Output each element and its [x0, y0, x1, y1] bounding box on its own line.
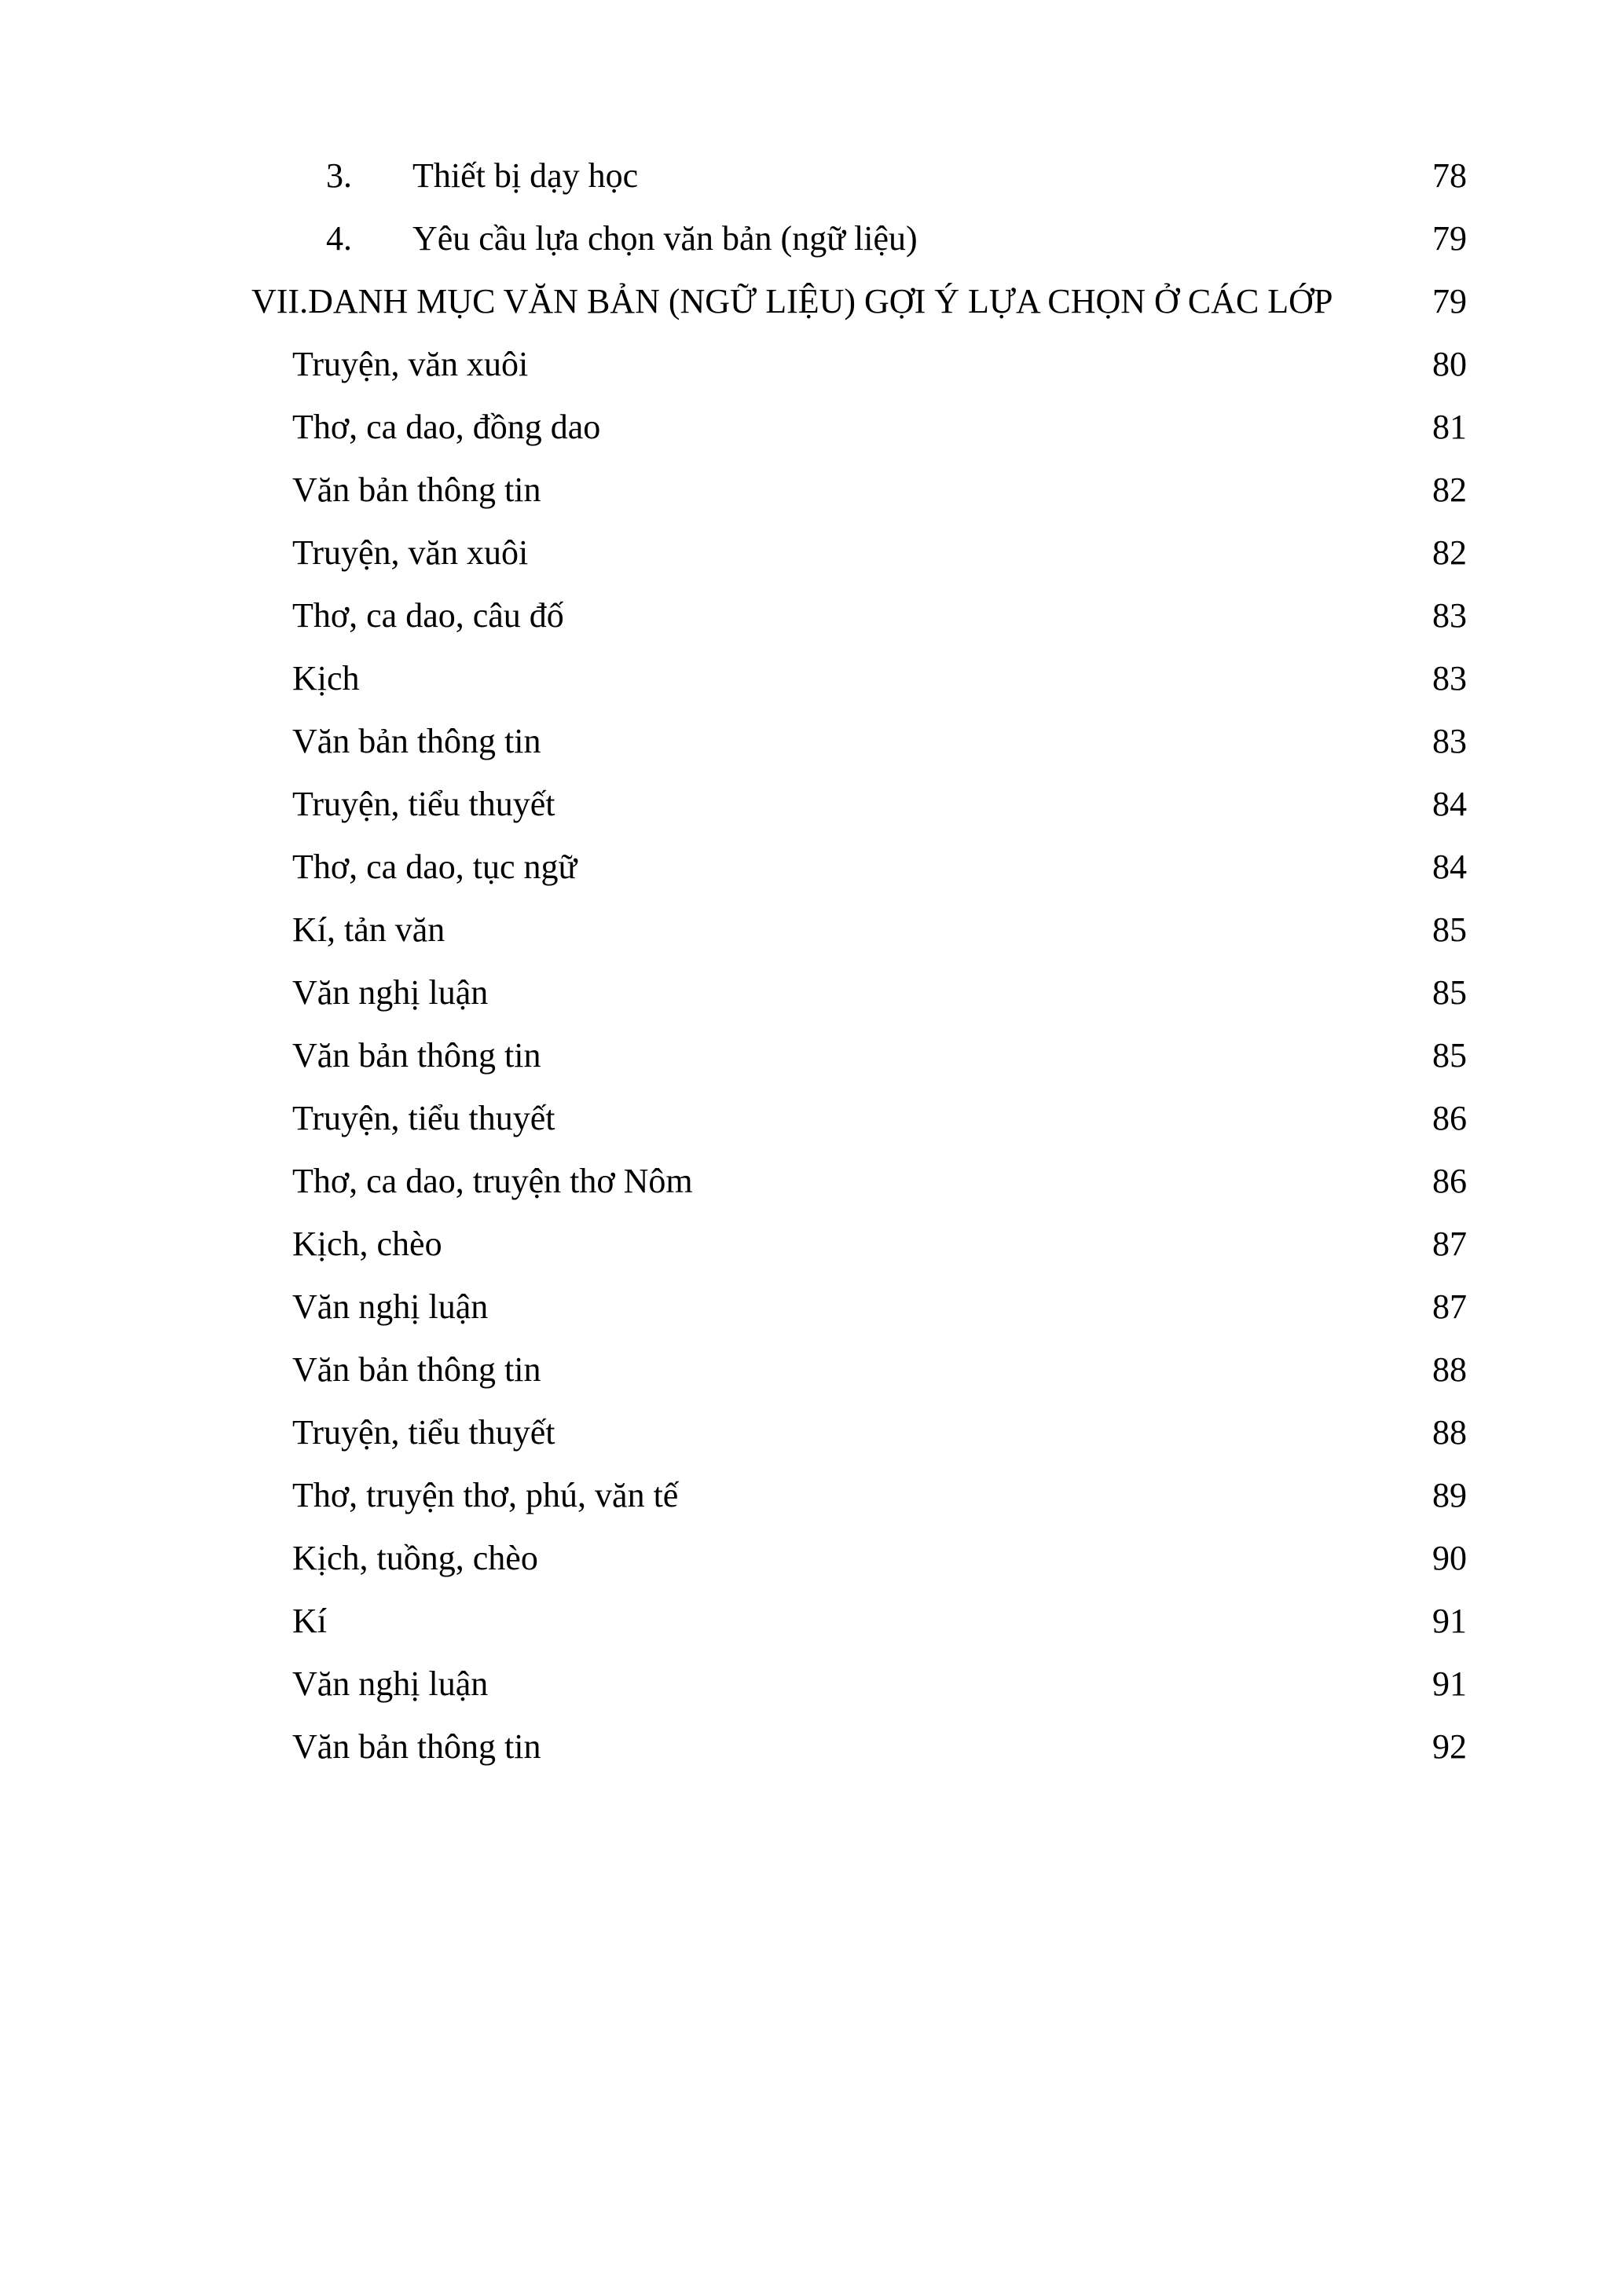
toc-entry-page: 89: [1432, 1476, 1467, 1514]
toc-entry[interactable]: [0, 961, 1624, 1024]
toc-entry-title: Thơ, ca dao, truyện thơ Nôm: [292, 1162, 693, 1200]
toc-entry[interactable]: [0, 1276, 1624, 1338]
toc-entry-page: 84: [1432, 785, 1467, 823]
toc-section-heading[interactable]: [0, 270, 1624, 333]
toc-entry-page: 88: [1432, 1413, 1467, 1452]
toc-entry-title: Văn nghị luận: [292, 973, 489, 1012]
toc-entry-page: 85: [1432, 1036, 1467, 1075]
toc-entry[interactable]: [0, 1590, 1624, 1653]
toc-entry-title: Kịch, tuồng, chèo: [292, 1539, 538, 1577]
toc-entry[interactable]: [0, 836, 1624, 899]
toc-entry-page: 81: [1432, 408, 1467, 446]
toc-entry-title: Truyện, tiểu thuyết: [292, 1413, 555, 1452]
toc-entry-page: 80: [1432, 345, 1467, 383]
toc-entry[interactable]: [0, 1024, 1624, 1087]
toc-entry[interactable]: [0, 396, 1624, 459]
toc-entry[interactable]: [0, 899, 1624, 961]
toc-entry-title: Yêu cầu lựa chọn văn bản (ngữ liệu): [412, 219, 918, 258]
toc-entry[interactable]: [0, 1527, 1624, 1590]
toc-entry-page: 83: [1432, 596, 1467, 635]
toc-section-title: VII.DANH MỤC VĂN BẢN (NGỮ LIỆU) GỢI Ý LỰA CHỌN Ở CÁC LỚP: [251, 282, 1333, 320]
toc-entry-page: 91: [1432, 1602, 1467, 1640]
toc-entry[interactable]: [0, 1716, 1624, 1778]
toc-entry-page: 84: [1432, 848, 1467, 886]
toc-entry-page: 92: [1432, 1727, 1467, 1766]
toc-entry-page: 83: [1432, 722, 1467, 760]
toc-entry[interactable]: [0, 1150, 1624, 1213]
toc-entry[interactable]: [0, 710, 1624, 773]
toc-entry-page: 86: [1432, 1162, 1467, 1200]
toc-entry-title: Thơ, ca dao, câu đố: [292, 596, 564, 635]
toc-entry-title: Kí: [292, 1602, 327, 1640]
toc-entry-page: 79: [1432, 219, 1467, 258]
toc-entry-title: Truyện, văn xuôi: [292, 345, 529, 383]
toc-entry-title: Thơ, ca dao, tục ngữ: [292, 848, 577, 886]
toc-entry-title: Kịch, chèo: [292, 1225, 442, 1263]
toc-entry-title: Văn bản thông tin: [292, 1727, 541, 1766]
toc-entry-numbered[interactable]: [0, 207, 1624, 270]
toc-entry-page: 90: [1432, 1539, 1467, 1577]
toc-entry[interactable]: [0, 1653, 1624, 1716]
toc-entry[interactable]: [0, 522, 1624, 584]
toc-entry-number: 3.: [326, 156, 352, 195]
toc-entry-page: 78: [1432, 156, 1467, 195]
toc-entry-title: Văn bản thông tin: [292, 1036, 541, 1075]
toc-entry[interactable]: [0, 1087, 1624, 1150]
toc-entry-page: 87: [1432, 1287, 1467, 1326]
toc-entry[interactable]: [0, 584, 1624, 647]
toc-entry[interactable]: [0, 1213, 1624, 1276]
toc-entry[interactable]: [0, 1464, 1624, 1527]
toc-entry-page: 87: [1432, 1225, 1467, 1263]
toc-entry-number: 4.: [326, 219, 352, 258]
toc-entry-title: Văn bản thông tin: [292, 1350, 541, 1389]
toc-entry-page: 88: [1432, 1350, 1467, 1389]
toc-entry[interactable]: [0, 1338, 1624, 1401]
toc-entry[interactable]: [0, 1401, 1624, 1464]
toc-entry-title: Thơ, truyện thơ, phú, văn tế: [292, 1476, 679, 1514]
toc-entry-title: Truyện, văn xuôi: [292, 533, 529, 572]
toc-entry-title: Kịch: [292, 659, 360, 698]
toc-entry-page: 86: [1432, 1099, 1467, 1137]
toc-entry-title: Thơ, ca dao, đồng dao: [292, 408, 601, 446]
toc-entry-page: 91: [1432, 1664, 1467, 1703]
toc-entry-title: Văn bản thông tin: [292, 471, 541, 509]
toc-entry[interactable]: [0, 333, 1624, 396]
toc-entry-page: 83: [1432, 659, 1467, 698]
toc-entry-numbered[interactable]: [0, 145, 1624, 207]
toc-entry-title: Truyện, tiểu thuyết: [292, 1099, 555, 1137]
toc-entry-title: Văn nghị luận: [292, 1664, 489, 1703]
toc-entry[interactable]: [0, 647, 1624, 710]
toc-entry-page: 85: [1432, 973, 1467, 1012]
toc-entry-page: 82: [1432, 533, 1467, 572]
toc-entry-title: Truyện, tiểu thuyết: [292, 785, 555, 823]
toc-entry-title: Kí, tản văn: [292, 910, 445, 949]
toc-entry-title: Thiết bị dạy học: [412, 156, 639, 195]
toc-entry-page: 79: [1432, 282, 1467, 320]
toc-entry[interactable]: [0, 459, 1624, 522]
toc-entry-title: Văn bản thông tin: [292, 722, 541, 760]
toc-entry[interactable]: [0, 773, 1624, 836]
toc-entry-page: 85: [1432, 910, 1467, 949]
toc-entry-title: Văn nghị luận: [292, 1287, 489, 1326]
toc-entry-page: 82: [1432, 471, 1467, 509]
